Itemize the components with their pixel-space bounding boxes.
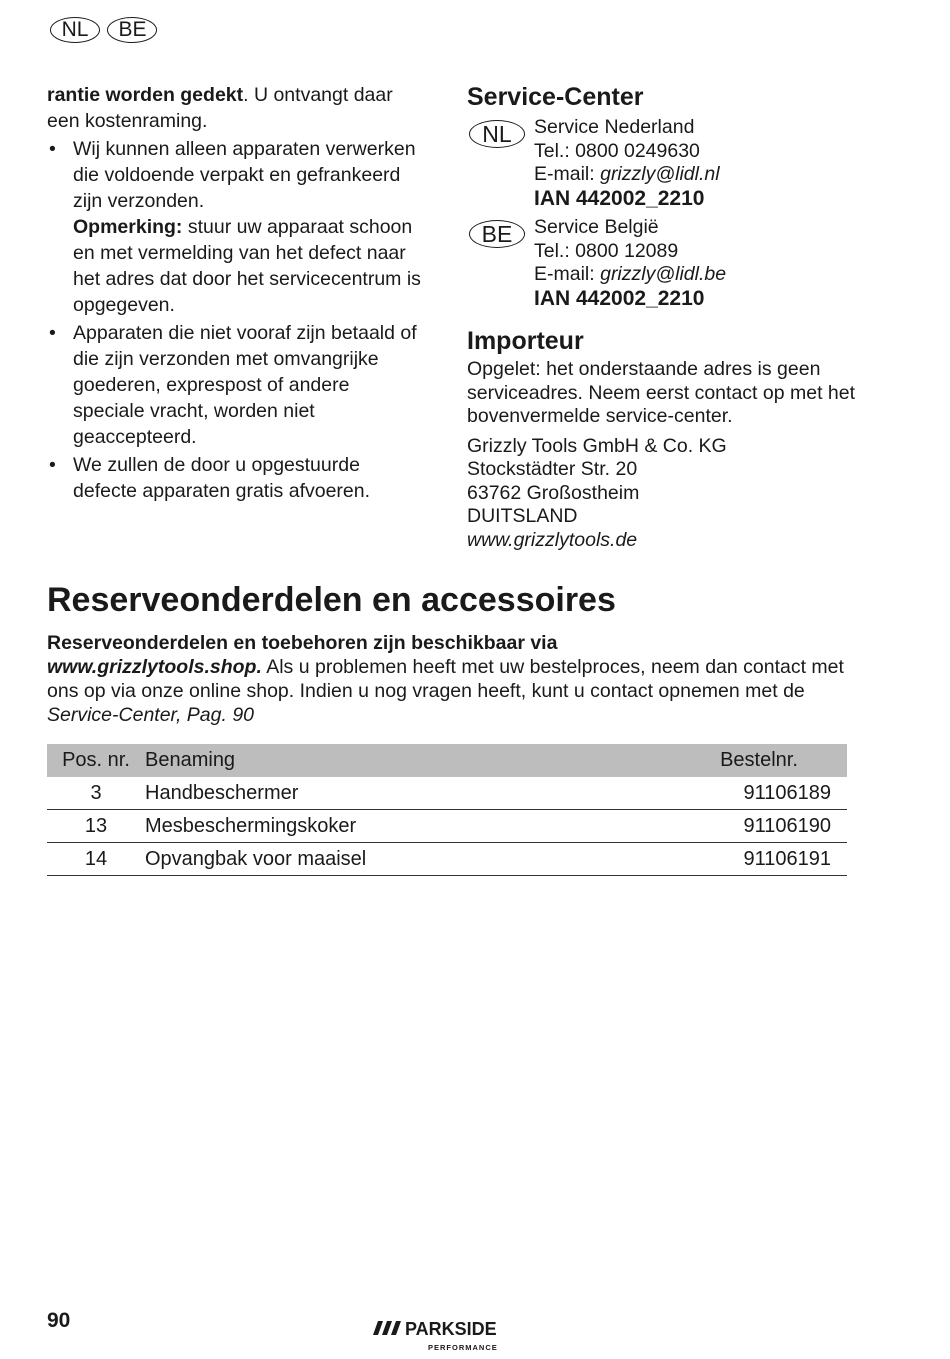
service-center-reference: Service-Center, Pag. 90 <box>47 704 255 726</box>
cell-name: Opvangbak voor maaisel <box>145 843 671 876</box>
left-column <box>47 82 422 506</box>
bullet-icon: • <box>49 322 56 344</box>
spare-parts-table <box>47 744 847 876</box>
brand-subtitle: PERFORMANCE <box>428 1343 498 1352</box>
conditions-list <box>47 136 422 504</box>
importer-city: 63762 Großostheim <box>467 481 640 504</box>
service-email-line <box>534 263 867 287</box>
header-pos-nr: Pos. nr. <box>47 744 145 777</box>
email-label: E-mail: <box>534 163 601 185</box>
spare-parts-title: Reserveonderdelen en accessoires <box>47 581 616 619</box>
intro-bold: Reserveonderdelen en toebehoren zijn beschikbaar via <box>47 632 558 654</box>
note-text: stuur uw apparaat schoon en met vermelding van het defect naar het adres dat door het servicecentrum is opgegeven. <box>73 216 421 316</box>
bullet-icon: • <box>49 138 56 160</box>
cell-pos: 14 <box>47 843 145 876</box>
list-item-text: We zullen de door u opgestuurde defecte apparaten gratis afvoeren. <box>73 454 371 502</box>
importer-company: Grizzly Tools GmbH & Co. KG <box>467 434 727 457</box>
badge-nl: NL <box>50 17 100 43</box>
header-bestelnr: Bestelnr. <box>671 744 847 777</box>
importer-address <box>467 435 867 553</box>
service-phone: Tel.: 0800 12089 <box>534 239 679 262</box>
service-entry-be <box>467 216 867 310</box>
importer-note: Opgelet: het onderstaande adres is geen serviceadres. Neem eerst contact op met het bovenvermelde service-center. <box>467 358 856 427</box>
table-row <box>47 777 847 810</box>
service-entry-nl <box>467 116 867 210</box>
importer-street: Stockstädter Str. 20 <box>467 458 638 480</box>
list-item <box>47 136 422 318</box>
language-badges <box>50 17 160 43</box>
country-badge-nl: NL <box>469 120 525 148</box>
list-item-text: Wij kunnen alleen apparaten verwerken die voldoende verpakt en gefrankeerd zijn verzonden. <box>73 138 416 212</box>
ian-number: IAN 442002_2210 <box>534 186 705 210</box>
table-header-row <box>47 744 847 777</box>
list-item <box>47 452 422 504</box>
note-label: Opmerking: <box>73 216 183 238</box>
cell-order-nr: 91106190 <box>671 810 847 843</box>
ian-number: IAN 442002_2210 <box>534 286 705 310</box>
intro-text: . U ontvangt daar een kostenraming. <box>47 84 393 132</box>
service-email-line <box>534 163 867 187</box>
cell-order-nr: 91106189 <box>671 777 847 810</box>
service-name: Service België <box>534 216 659 238</box>
table-row <box>47 843 847 876</box>
page-number: 90 <box>47 1309 71 1332</box>
importer-website-link[interactable]: www.grizzlytools.de <box>467 528 638 551</box>
email-link[interactable]: grizzly@lidl.be <box>600 263 727 285</box>
cell-name: Handbeschermer <box>145 777 671 810</box>
spare-parts-intro <box>47 631 857 727</box>
header-benaming: Benaming <box>145 744 671 777</box>
importer-title: Importeur <box>467 327 584 355</box>
service-phone: Tel.: 0800 0249630 <box>534 139 700 162</box>
right-column <box>467 82 867 552</box>
parkside-logo <box>372 1318 532 1354</box>
cell-pos: 13 <box>47 810 145 843</box>
service-center-title: Service-Center <box>467 83 644 111</box>
list-item-text: Apparaten die niet vooraf zijn betaald of die zijn verzonden met omvangrijke goederen, exprespost of andere speciale vracht, worden niet geaccepteerd. <box>73 322 417 448</box>
intro-bold: rantie worden gedekt <box>47 84 244 106</box>
list-item <box>47 320 422 450</box>
cell-name: Mesbeschermingskoker <box>145 810 671 843</box>
country-badge-be: BE <box>469 220 525 248</box>
service-name: Service Nederland <box>534 116 695 138</box>
brand-name: PARKSIDE <box>405 1319 497 1339</box>
email-label: E-mail: <box>534 263 601 285</box>
cell-order-nr: 91106191 <box>671 843 847 876</box>
cell-pos: 3 <box>47 777 145 810</box>
shop-link[interactable]: www.grizzlytools.shop. <box>47 656 262 678</box>
importer-country: DUITSLAND <box>467 505 578 527</box>
table-row <box>47 810 847 843</box>
intro-text: Als u problemen heeft met uw bestelproces, neem dan contact met ons op via onze online shop. Indien u nog vragen heeft, kunt u contact opnemen met de <box>47 656 844 702</box>
badge-be: BE <box>107 17 157 43</box>
email-link[interactable]: grizzly@lidl.nl <box>600 163 720 185</box>
intro-paragraph <box>47 82 422 134</box>
brand-stripes-icon <box>373 1321 401 1335</box>
bullet-icon: • <box>49 454 56 476</box>
